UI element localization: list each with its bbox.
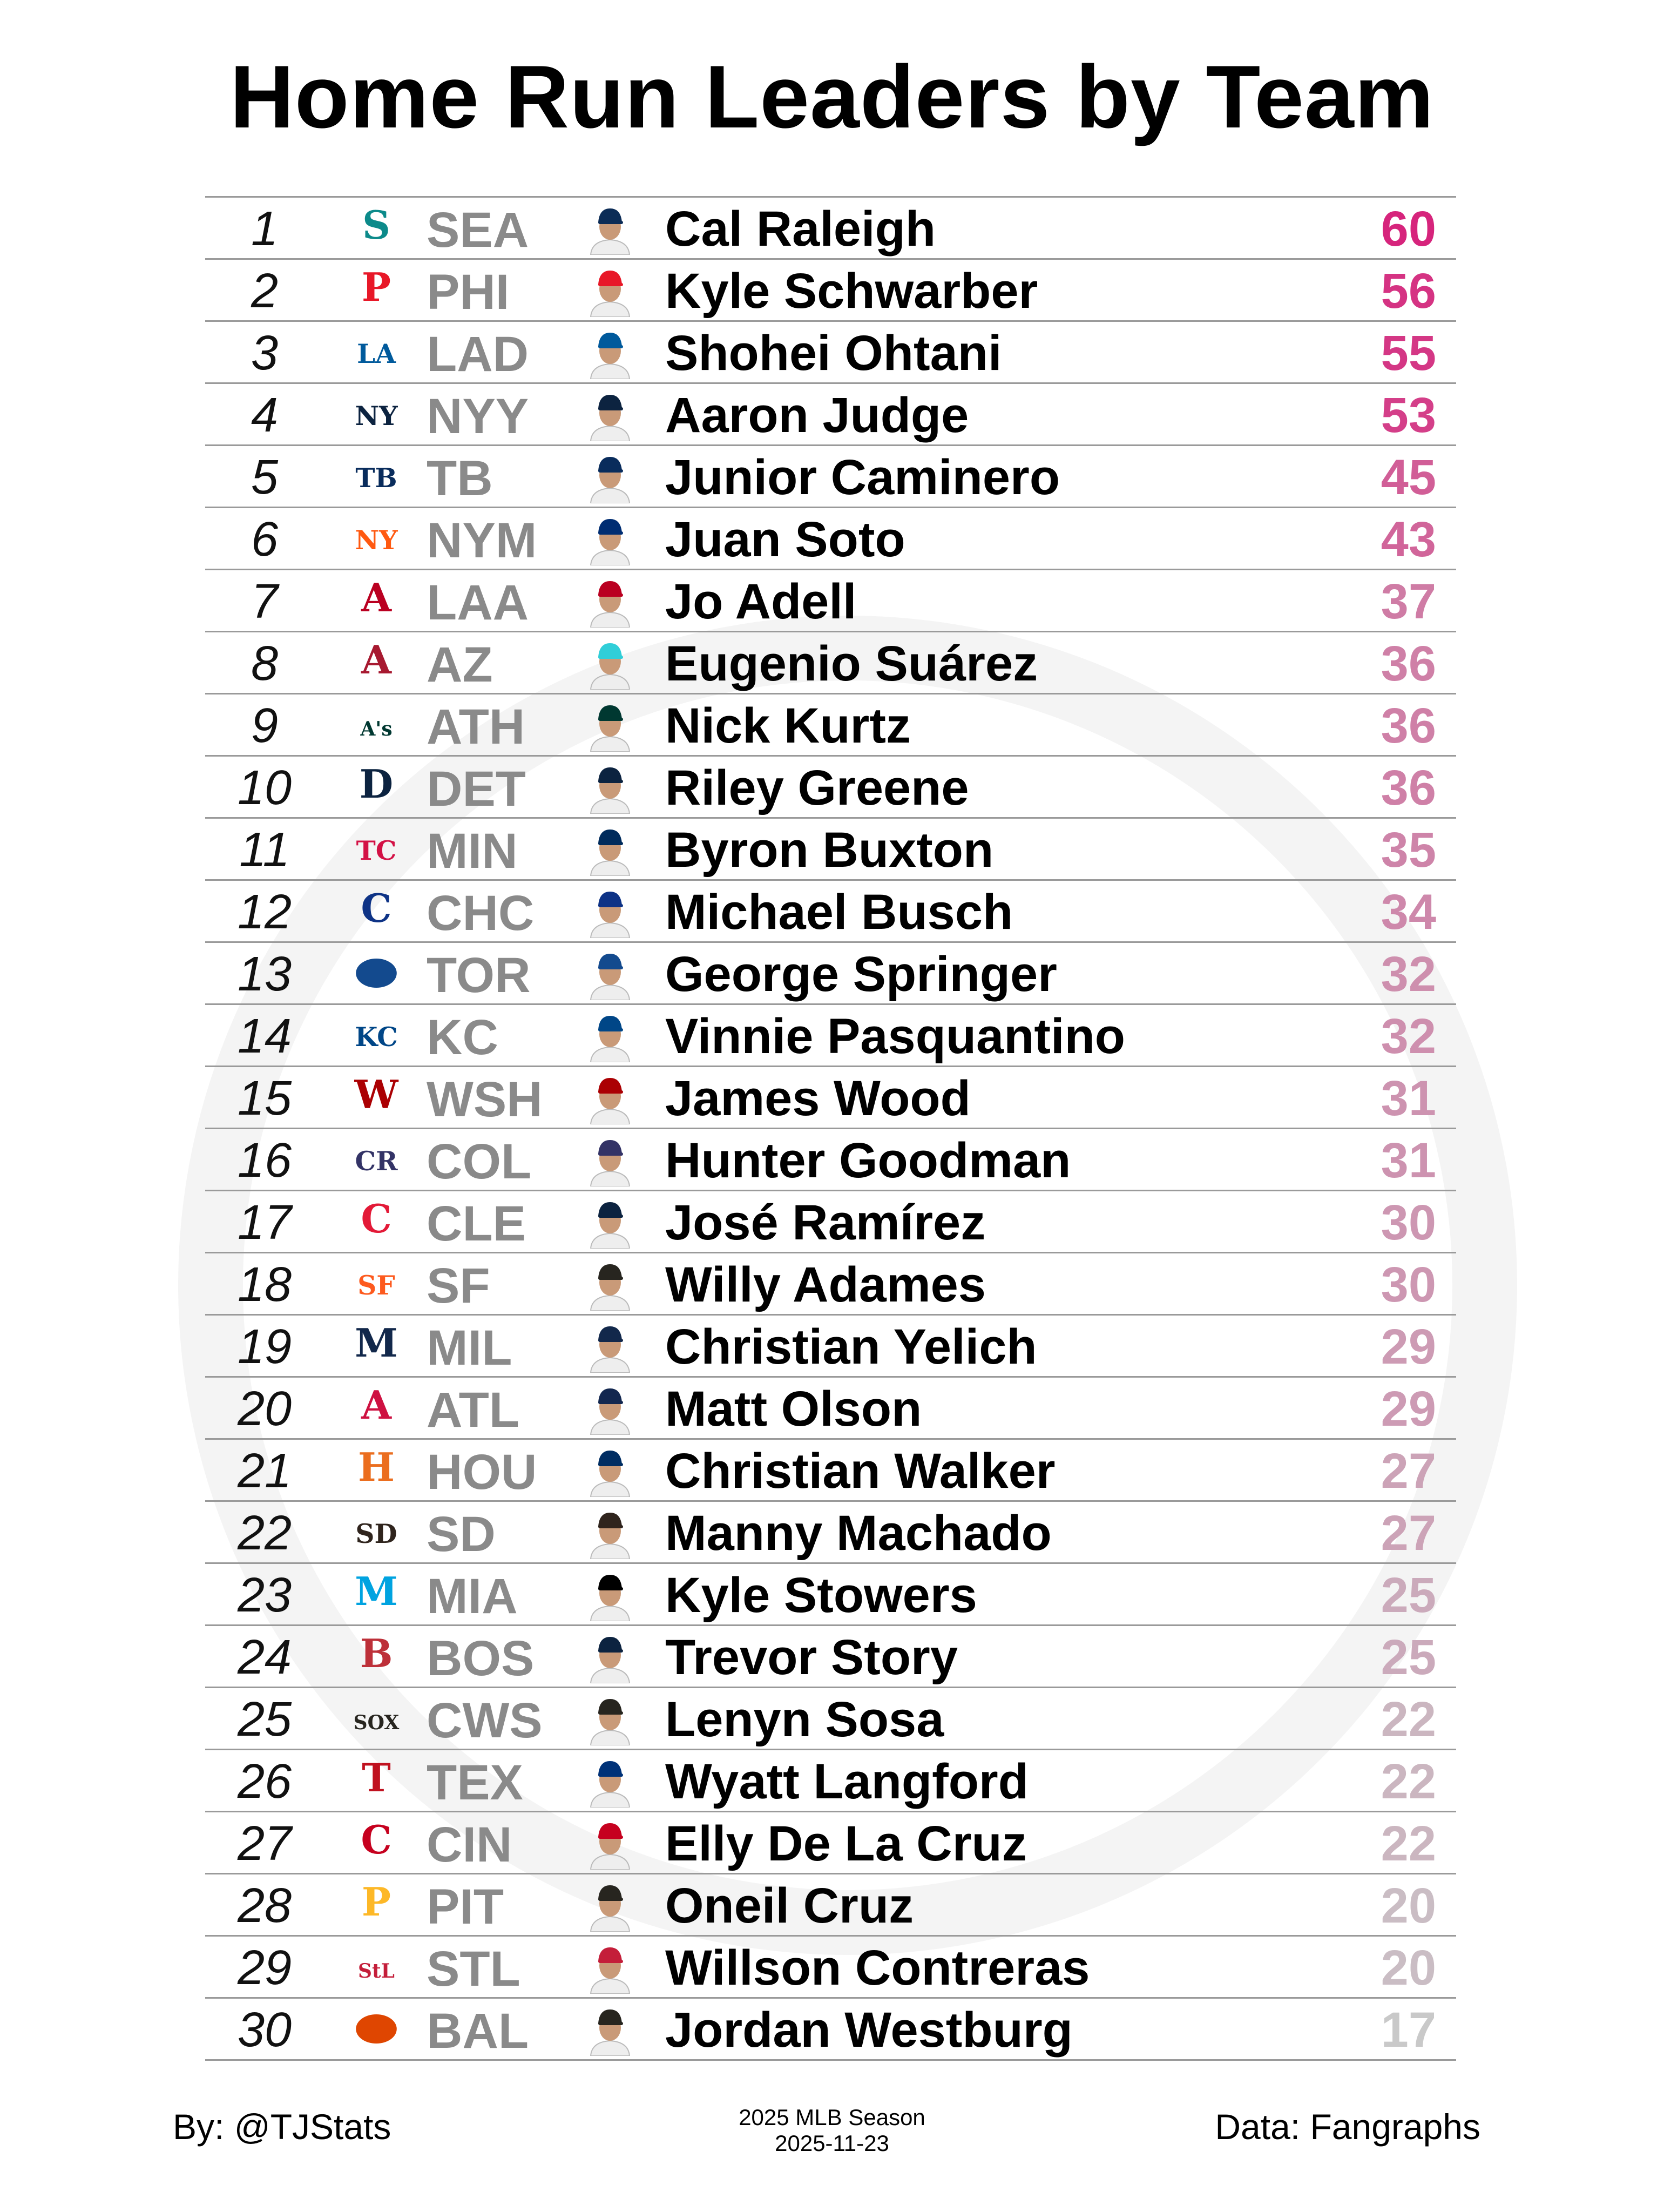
table-row: [205, 1937, 1456, 1999]
home-run-count: 60: [1381, 201, 1436, 257]
team-logo-icon: [352, 1446, 401, 1494]
team-abbreviation: WSH: [427, 1072, 543, 1127]
player-name: Shohei Ohtani: [665, 326, 1002, 381]
team-logo-icon: [352, 390, 401, 439]
player-headshot-avatar: [583, 698, 637, 752]
table-row: [205, 1564, 1456, 1626]
team-abbreviation: ATL: [427, 1382, 520, 1438]
rank-label: 16: [237, 1134, 292, 1188]
player-name: Trevor Story: [665, 1630, 958, 1685]
team-abbreviation: TOR: [427, 948, 531, 1003]
team-abbreviation: PIT: [427, 1879, 504, 1934]
table-row: [205, 260, 1456, 322]
team-abbreviation: NYM: [427, 513, 537, 568]
team-logo-icon: [352, 1384, 401, 1432]
team-logo-icon: [352, 1259, 401, 1308]
team-logo-icon: [352, 1073, 401, 1122]
table-row: [205, 1750, 1456, 1812]
team-abbreviation: MIA: [427, 1569, 518, 1624]
table-row: [205, 1874, 1456, 1937]
team-logo-icon: [352, 266, 401, 314]
team-abbreviation: COL: [427, 1134, 532, 1189]
player-headshot-avatar: [583, 636, 637, 690]
team-abbreviation: SEA: [427, 203, 529, 258]
rank-label: 25: [237, 1692, 292, 1746]
player-name: George Springer: [665, 947, 1057, 1002]
player-name: Vinnie Pasquantino: [665, 1009, 1125, 1064]
player-headshot-avatar: [583, 263, 637, 317]
player-headshot-avatar: [583, 511, 637, 565]
team-logo-icon: [352, 1321, 401, 1370]
home-run-count: 22: [1381, 1816, 1436, 1871]
rank-label: 17: [237, 1196, 292, 1250]
svg-text:SOX: SOX: [353, 1711, 400, 1734]
home-run-count: 43: [1381, 512, 1436, 567]
player-name: James Wood: [665, 1071, 971, 1126]
home-run-count: 20: [1381, 1878, 1436, 1933]
svg-text:C: C: [361, 1197, 392, 1242]
home-run-count: 29: [1381, 1381, 1436, 1437]
player-name: Junior Caminero: [665, 450, 1060, 505]
rank-label: 14: [237, 1009, 292, 1063]
player-name: Juan Soto: [665, 512, 905, 567]
player-headshot-avatar: [583, 1940, 637, 1994]
home-run-count: 35: [1381, 822, 1436, 878]
player-headshot-avatar: [583, 1691, 637, 1745]
player-headshot-avatar: [583, 1754, 637, 1808]
rank-label: 27: [237, 1817, 292, 1871]
rank-label: 11: [239, 823, 290, 877]
rank-label: 1: [251, 202, 279, 256]
svg-text:KC: KC: [355, 1021, 398, 1053]
team-logo-icon: [352, 1694, 401, 1743]
team-abbreviation: BOS: [427, 1631, 535, 1686]
player-name: Riley Greene: [665, 760, 969, 815]
team-abbreviation: CIN: [427, 1817, 512, 1872]
player-name: Elly De La Cruz: [665, 1816, 1027, 1871]
table-row: [205, 1999, 1456, 2061]
home-run-count: 36: [1381, 636, 1436, 691]
player-headshot-avatar: [583, 946, 637, 1000]
player-headshot-avatar: [583, 1319, 637, 1373]
player-headshot-avatar: [583, 822, 637, 876]
player-headshot-avatar: [583, 201, 637, 255]
svg-text:NY: NY: [355, 400, 398, 431]
player-headshot-avatar: [583, 1008, 637, 1062]
player-headshot-avatar: [583, 1132, 637, 1186]
svg-text:A's: A's: [360, 717, 393, 740]
table-row: [205, 1688, 1456, 1750]
rank-label: 24: [237, 1630, 292, 1684]
svg-text:W: W: [354, 1073, 398, 1117]
rank-label: 13: [237, 947, 292, 1001]
svg-text:A: A: [361, 576, 391, 621]
player-headshot-avatar: [583, 1195, 637, 1249]
player-name: Cal Raleigh: [665, 201, 936, 257]
footer-season: [670, 2105, 994, 2156]
team-abbreviation: KC: [427, 1010, 498, 1065]
home-run-count: 30: [1381, 1195, 1436, 1250]
team-abbreviation: BAL: [427, 2004, 529, 2059]
team-logo-icon: [352, 1570, 401, 1618]
team-abbreviation: TEX: [427, 1755, 523, 1810]
team-abbreviation: AZ: [427, 637, 493, 692]
team-logo-icon: [352, 1943, 401, 1991]
home-run-count: 27: [1381, 1506, 1436, 1561]
table-row: [205, 570, 1456, 632]
team-logo-icon: [352, 1818, 401, 1867]
footer-date: 2025-11-23: [775, 2130, 889, 2156]
player-name: Jo Adell: [665, 574, 857, 629]
svg-text:M: M: [355, 1570, 398, 1614]
player-headshot-avatar: [583, 1443, 637, 1497]
svg-text:P: P: [361, 266, 391, 310]
team-abbreviation: STL: [427, 1941, 520, 1997]
table-row: [205, 1253, 1456, 1316]
table-row: [205, 694, 1456, 757]
home-run-count: 22: [1381, 1754, 1436, 1809]
rank-label: 22: [237, 1506, 292, 1560]
player-headshot-avatar: [583, 1816, 637, 1870]
team-logo-icon: [352, 825, 401, 873]
player-headshot-avatar: [583, 884, 637, 938]
team-logo-icon: [352, 1508, 401, 1556]
player-headshot-avatar: [583, 449, 637, 503]
home-run-count: 31: [1381, 1071, 1436, 1126]
rank-label: 20: [237, 1382, 292, 1436]
rank-label: 29: [237, 1941, 292, 1995]
player-headshot-avatar: [583, 760, 637, 814]
player-headshot-avatar: [583, 1381, 637, 1435]
home-run-count: 32: [1381, 1009, 1436, 1064]
player-name: Lenyn Sosa: [665, 1692, 944, 1747]
table-row: [205, 1378, 1456, 1440]
team-abbreviation: LAD: [427, 327, 529, 382]
svg-text:SF: SF: [357, 1270, 395, 1301]
player-name: Wyatt Langford: [665, 1754, 1029, 1809]
table-row: [205, 1067, 1456, 1129]
team-logo-icon: [352, 1756, 401, 1805]
team-logo-icon: [352, 1880, 401, 1929]
svg-text:H: H: [357, 1446, 395, 1490]
team-logo-icon: [352, 576, 401, 625]
team-logo-icon: [352, 328, 401, 376]
svg-text:C: C: [361, 1818, 392, 1863]
home-run-count: 30: [1381, 1257, 1436, 1312]
rank-label: 4: [251, 388, 279, 442]
player-headshot-avatar: [583, 1505, 637, 1559]
svg-text:P: P: [361, 1880, 391, 1925]
svg-text:TB: TB: [355, 462, 397, 494]
player-name: Matt Olson: [665, 1381, 922, 1437]
team-logo-icon: [352, 1197, 401, 1246]
player-headshot-avatar: [583, 1257, 637, 1311]
svg-text:A: A: [361, 1384, 391, 1428]
table-row: [205, 632, 1456, 694]
team-logo-icon: [352, 949, 401, 997]
rank-label: 19: [237, 1320, 292, 1374]
home-run-count: 22: [1381, 1692, 1436, 1747]
player-name: Christian Yelich: [665, 1319, 1037, 1374]
rank-label: 6: [251, 512, 279, 567]
rank-label: 2: [251, 264, 279, 318]
svg-text:LA: LA: [357, 338, 396, 369]
player-name: Eugenio Suárez: [665, 636, 1038, 691]
table-row: [205, 1005, 1456, 1067]
player-headshot-avatar: [583, 1567, 637, 1621]
table-row: [205, 1191, 1456, 1253]
home-run-count: 53: [1381, 388, 1436, 443]
player-name: Nick Kurtz: [665, 698, 911, 753]
home-run-count: 45: [1381, 450, 1436, 505]
home-run-count: 27: [1381, 1444, 1436, 1499]
player-name: Michael Busch: [665, 885, 1013, 940]
player-name: Kyle Stowers: [665, 1568, 977, 1623]
team-logo-icon: [352, 700, 401, 749]
svg-text:B: B: [360, 1632, 393, 1676]
team-logo-icon: [352, 514, 401, 563]
rank-label: 7: [251, 575, 279, 629]
table-row: [205, 384, 1456, 446]
team-logo-icon: [352, 452, 401, 501]
home-run-count: 20: [1381, 1940, 1436, 1995]
table-row: [205, 819, 1456, 881]
player-headshot-avatar: [583, 574, 637, 628]
home-run-count: 36: [1381, 698, 1436, 753]
rank-label: 15: [237, 1071, 292, 1125]
player-name: Christian Walker: [665, 1444, 1056, 1499]
player-headshot-avatar: [583, 2002, 637, 2056]
team-abbreviation: CHC: [427, 886, 535, 941]
table-row: [205, 881, 1456, 943]
rank-label: 18: [237, 1258, 292, 1312]
team-logo-icon: [352, 204, 401, 252]
footer-source: Data: Fangraphs: [1215, 2107, 1480, 2147]
player-name: Manny Machado: [665, 1506, 1052, 1561]
team-abbreviation: HOU: [427, 1445, 537, 1500]
player-name: Kyle Schwarber: [665, 264, 1038, 319]
rank-label: 9: [251, 699, 279, 753]
table-row: [205, 1316, 1456, 1378]
svg-text:StL: StL: [358, 1959, 395, 1982]
rank-label: 28: [237, 1879, 292, 1933]
player-headshot-avatar: [583, 325, 637, 379]
table-row: [205, 446, 1456, 508]
player-headshot-avatar: [583, 1878, 637, 1932]
table-row: [205, 1626, 1456, 1688]
svg-text:TC: TC: [356, 835, 397, 866]
rank-label: 3: [251, 326, 279, 380]
team-logo-icon: [352, 887, 401, 935]
home-run-count: 55: [1381, 326, 1436, 381]
team-logo-icon: [352, 2005, 401, 2053]
table-row: [205, 508, 1456, 570]
team-abbreviation: MIN: [427, 824, 518, 879]
player-name: Willson Contreras: [665, 1940, 1090, 1995]
svg-text:D: D: [359, 763, 394, 807]
rank-label: 8: [251, 637, 279, 691]
rank-label: 12: [237, 885, 292, 939]
home-run-count: 37: [1381, 574, 1436, 629]
svg-text:CR: CR: [355, 1145, 398, 1177]
player-headshot-avatar: [583, 387, 637, 441]
player-name: Jordan Westburg: [665, 2002, 1073, 2058]
home-run-count: 29: [1381, 1319, 1436, 1374]
home-run-count: 25: [1381, 1630, 1436, 1685]
team-logo-icon: [352, 763, 401, 811]
player-name: Aaron Judge: [665, 388, 969, 443]
rank-label: 5: [251, 450, 279, 504]
svg-text:C: C: [361, 887, 392, 931]
svg-text:NY: NY: [355, 524, 398, 556]
team-abbreviation: LAA: [427, 575, 529, 630]
home-run-count: 17: [1381, 2002, 1436, 2058]
table-row: [205, 943, 1456, 1005]
home-run-count: 56: [1381, 264, 1436, 319]
player-name: Willy Adames: [665, 1257, 986, 1312]
footer-author: By: @TJStats: [173, 2107, 391, 2147]
svg-text:M: M: [355, 1321, 398, 1366]
leaders-table: [205, 196, 1456, 2061]
svg-text:S: S: [362, 204, 390, 248]
team-logo-icon: [352, 1135, 401, 1184]
home-run-count: 31: [1381, 1133, 1436, 1188]
team-logo-icon: [352, 1011, 401, 1060]
table-row: [205, 1502, 1456, 1564]
svg-text:SD: SD: [355, 1518, 397, 1549]
rank-label: 10: [237, 761, 292, 815]
table-row: [205, 1812, 1456, 1874]
table-row: [205, 757, 1456, 819]
player-headshot-avatar: [583, 1070, 637, 1124]
svg-text:T: T: [362, 1756, 391, 1800]
table-row: [205, 1129, 1456, 1191]
footer-season-label: 2025 MLB Season: [739, 2105, 925, 2130]
team-abbreviation: CLE: [427, 1196, 526, 1251]
team-abbreviation: SD: [427, 1507, 496, 1562]
home-run-count: 25: [1381, 1568, 1436, 1623]
home-run-count: 32: [1381, 947, 1436, 1002]
rank-label: 23: [237, 1568, 292, 1622]
player-name: Hunter Goodman: [665, 1133, 1071, 1188]
home-run-count: 34: [1381, 885, 1436, 940]
table-row: [205, 322, 1456, 384]
team-abbreviation: NYY: [427, 389, 529, 444]
rank-label: 21: [237, 1444, 292, 1498]
player-headshot-avatar: [583, 1629, 637, 1683]
svg-text:A: A: [361, 638, 391, 683]
team-logo-icon: [352, 1632, 401, 1681]
rank-label: 30: [237, 2003, 292, 2057]
player-name: José Ramírez: [665, 1195, 986, 1250]
team-abbreviation: DET: [427, 761, 526, 817]
team-abbreviation: ATH: [427, 699, 525, 754]
rank-label: 26: [237, 1755, 292, 1809]
team-abbreviation: SF: [427, 1258, 490, 1313]
table-row: [205, 198, 1456, 260]
team-logo-icon: [352, 638, 401, 687]
team-abbreviation: TB: [427, 451, 493, 506]
page-title: Home Run Leaders by Team: [229, 47, 1435, 146]
team-abbreviation: CWS: [427, 1693, 543, 1748]
team-abbreviation: MIL: [427, 1320, 512, 1375]
team-abbreviation: PHI: [427, 265, 510, 320]
player-name: Oneil Cruz: [665, 1878, 914, 1933]
home-run-count: 36: [1381, 760, 1436, 815]
table-row: [205, 1440, 1456, 1502]
player-name: Byron Buxton: [665, 822, 994, 878]
